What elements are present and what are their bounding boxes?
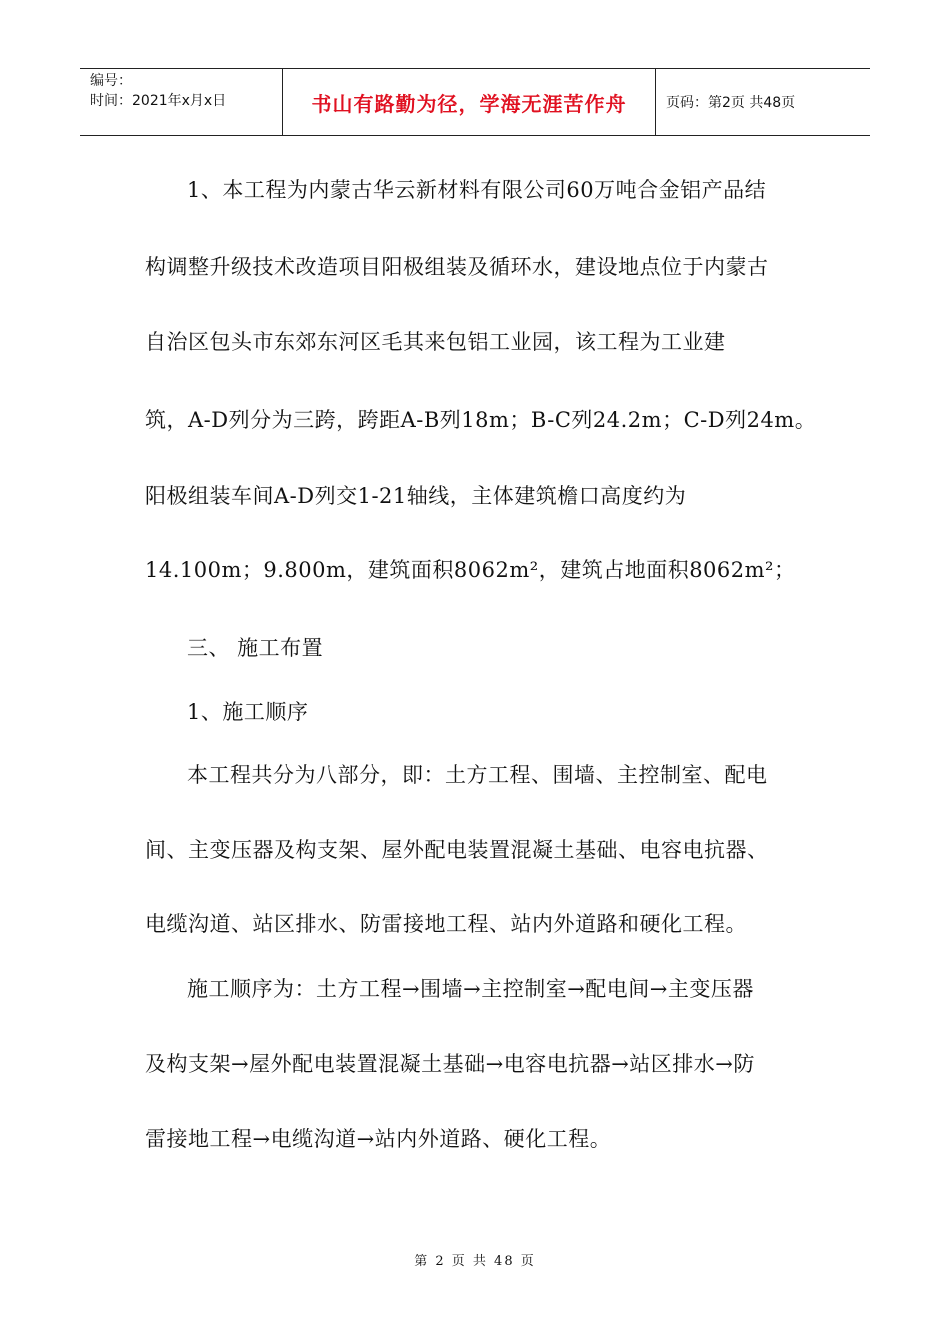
paragraph-line: 1、本工程为内蒙古华云新材料有限公司60万吨合金铝产品结 [187, 178, 767, 202]
doc-number-label: 编号： [90, 73, 132, 89]
subsection-heading: 1、施工顺序 [187, 700, 309, 724]
paragraph-line: 自治区包头市东郊东河区毛其来包铝工业园，该工程为工业建 [145, 330, 726, 354]
header-page-code: 页码：第2页 共48页 [666, 95, 796, 111]
paragraph-line: 筑，A-D列分为三跨，跨距A-B列18m；B-C列24.2m；C-D列24m。 [145, 408, 817, 432]
time-label: 时间：2021年x月x日 [90, 93, 227, 109]
paragraph-line: 阳极组装车间A-D列交1-21轴线，主体建筑檐口高度约为 [145, 484, 687, 508]
paragraph-line: 及构支架→屋外配电装置混凝土基础→电容电抗器→站区排水→防 [145, 1052, 755, 1076]
section-heading: 三、 施工布置 [187, 636, 324, 660]
page-header [80, 68, 870, 136]
paragraph-line: 施工顺序为：土方工程→围墙→主控制室→配电间→主变压器 [187, 977, 754, 1001]
paragraph-line: 雷接地工程→电缆沟道→站内外道路、硬化工程。 [145, 1127, 612, 1151]
paragraph-line: 电缆沟道、站区排水、防雷接地工程、站内外道路和硬化工程。 [145, 912, 747, 936]
paragraph-line: 本工程共分为八部分，即：土方工程、围墙、主控制室、配电 [187, 763, 768, 787]
paragraph-line: 间、主变压器及构支架、屋外配电装置混凝土基础、电容电抗器、 [145, 838, 769, 862]
header-motto: 书山有路勤为径，学海无涯苦作舟 [283, 69, 656, 135]
page-footer: 第 2 页 共 48 页 [414, 1254, 536, 1269]
paragraph-line: 14.100m；9.800m，建筑面积8062m²，建筑占地面积8062m²； [145, 558, 796, 582]
paragraph-line: 构调整升级技术改造项目阳极组装及循环水，建设地点位于内蒙古 [145, 255, 769, 279]
header-meta [80, 69, 283, 135]
